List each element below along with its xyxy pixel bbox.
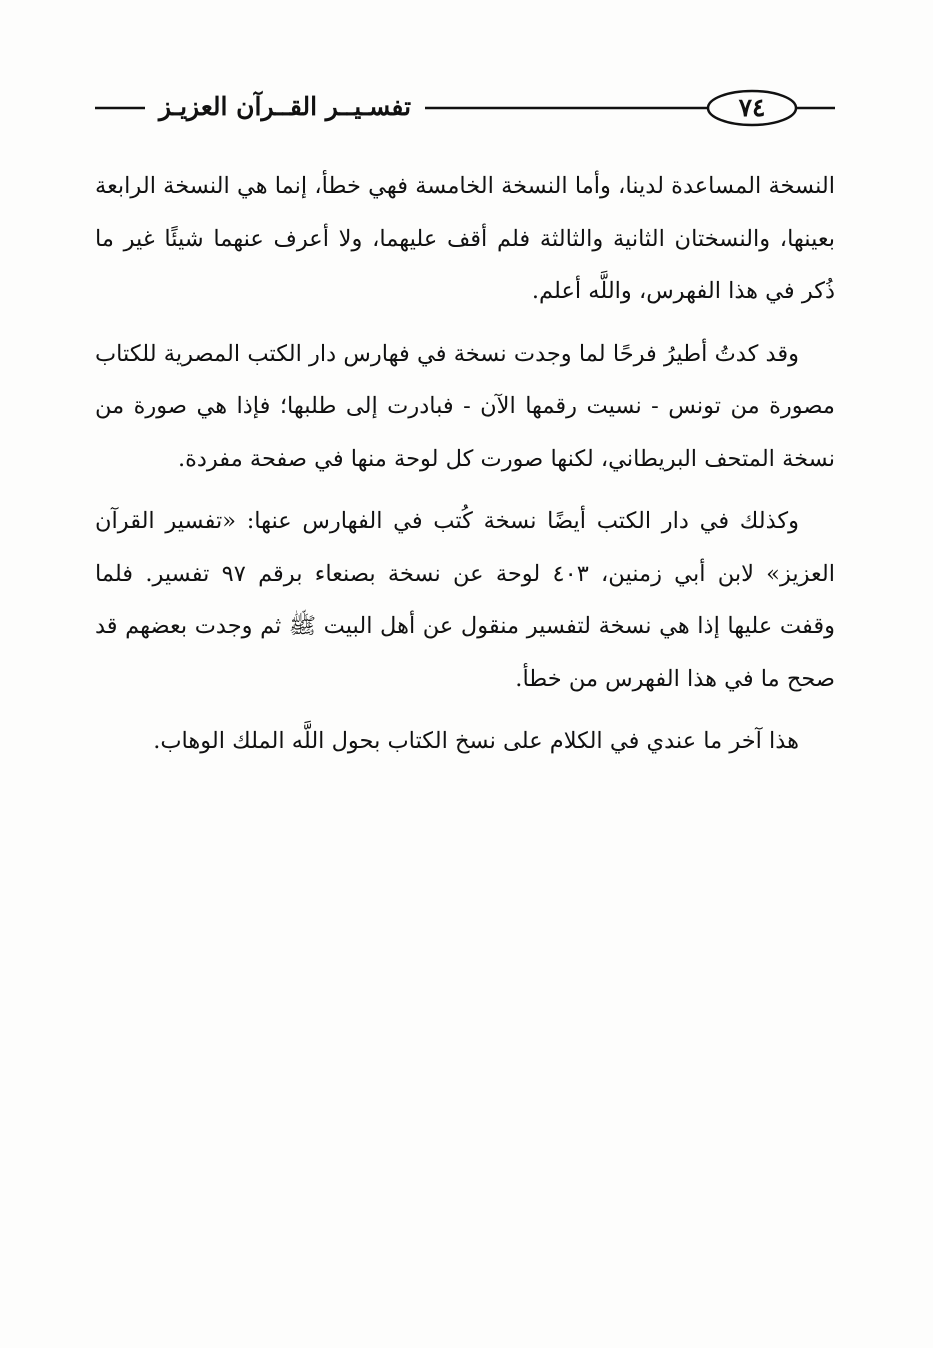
page-number: ٧٤ <box>738 93 766 122</box>
paragraph: وقد كدتُ أطيرُ فرحًا لما وجدت نسخة في فهارس دار الكتب المصرية للكتاب مصورة من تونس - نسيت رقمها الآن - فبادرت إلى طلبها؛ فإذا هي صورة من نسخة المتحف البريطاني، لكنها صورت كل لوحة منها في صفحة مفردة. <box>95 340 835 472</box>
paragraph: هذا آخر ما عندي في الكلام على نسخ الكتاب بحول اللَّه الملك الوهاب. <box>153 728 799 754</box>
running-title: تفسـيــر القــرآن العزيـز <box>145 89 425 125</box>
paragraph: النسخة المساعدة لدينا، وأما النسخة الخامسة فهي خطأ، إنما هي النسخة الرابعة بعينها، والنسختان الثانية والثالثة فلم أقف عليهما، ولا أعرف عنهما شيئًا غير ما ذُكر في هذا الفهرس، واللَّه أعلم. <box>95 173 835 304</box>
paragraph: وكذلك في دار الكتب أيضًا نسخة كُتب في الفهارس عنها: «تفسير القرآن العزيز» لابن أبي زمنين، ٤٠٣ لوحة عن نسخة بصنعاء برقم ٩٧ تفسير. فلما وقفت عليها إذا هي نسخة لتفسير منقول عن أهل البيت ﷺ ثم وجدت بعضهم قد صحح ما في هذا الفهرس من خطأ. <box>95 508 835 692</box>
body-text <box>95 160 835 778</box>
page-header <box>95 85 835 133</box>
